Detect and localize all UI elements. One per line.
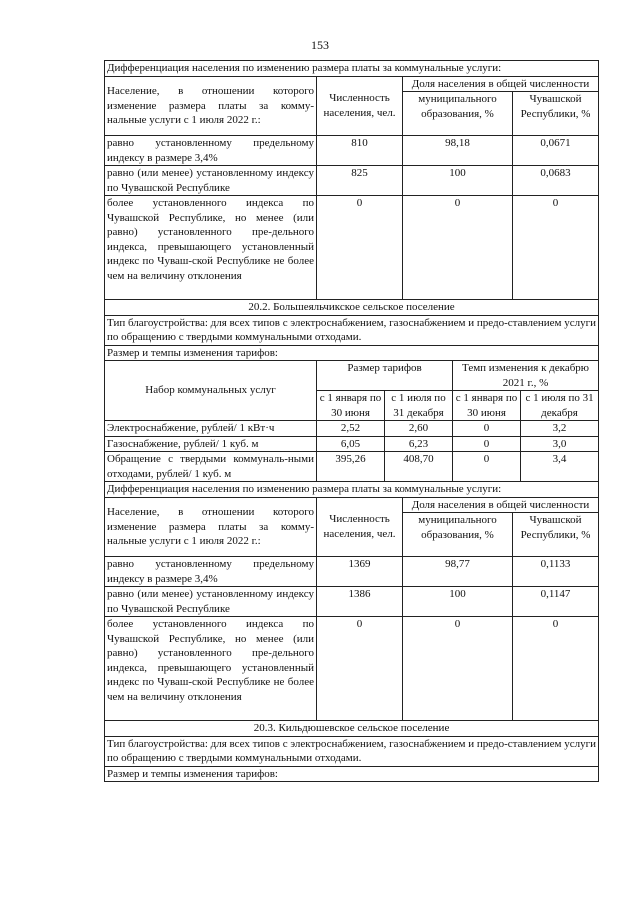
- improvement-type: Тип благоустройства: для всех типов с электроснабжением, газоснабжением и предо-ставлением услуги по обращению с твердыми коммунальными отходами.: [105, 736, 599, 766]
- tariff-value: 6,05: [317, 436, 385, 452]
- row-count: 1386: [317, 587, 403, 617]
- tariff-title: Размер и темпы изменения тарифов:: [105, 766, 599, 782]
- differentiation-title: Дифференциация населения по изменению размера платы за коммунальные услуги:: [105, 61, 599, 77]
- header-period-2: с 1 июля по 31 декабря: [385, 391, 453, 421]
- row-republic: 0,0671: [513, 136, 599, 166]
- header-share: Доля населения в общей численности: [403, 497, 599, 513]
- header-population: Население, в отношении которого изменение размера платы за комму-нальные услуги с 1 июля 2022 г.:: [105, 497, 317, 557]
- row-republic: 0: [513, 617, 599, 721]
- header-service-set: Набор коммунальных услуг: [105, 361, 317, 421]
- row-count: 0: [317, 617, 403, 721]
- tariff-value: 0: [453, 452, 521, 482]
- table-row: [105, 421, 599, 437]
- row-municipal: 100: [403, 587, 513, 617]
- row-label: более установленного индекса по Чувашской Республике, но менее (или равно) установленного пре-дельного индекса, превышающего установленный индекс по Чуваш-ской Республике не более чем на величину отклонения: [105, 196, 317, 300]
- row-republic: 0,0683: [513, 166, 599, 196]
- row-municipal: 100: [403, 166, 513, 196]
- differentiation-table-2: [104, 481, 599, 782]
- row-municipal: 0: [403, 196, 513, 300]
- tariff-value: 395,26: [317, 452, 385, 482]
- document-content: [104, 60, 598, 782]
- table-row: [105, 196, 599, 300]
- table-row: [105, 166, 599, 196]
- table-row: [105, 452, 599, 482]
- header-tariff-size: Размер тарифов: [317, 361, 453, 391]
- table-row: [105, 557, 599, 587]
- tariff-value: 408,70: [385, 452, 453, 482]
- tariff-value: 2,52: [317, 421, 385, 437]
- header-republic: Чувашской Республики, %: [513, 513, 599, 557]
- row-municipal: 98,77: [403, 557, 513, 587]
- row-label: равно (или менее) установленному индексу по Чувашской Республике: [105, 166, 317, 196]
- header-population: Население, в отношении которого изменение размера платы за комму-нальные услуги с 1 июля 2022 г.:: [105, 76, 317, 136]
- section-title: 20.2. Большеяльчикское сельское поселение: [105, 300, 599, 316]
- section-title: 20.3. Кильдюшевское сельское поселение: [105, 721, 599, 737]
- table-row: [105, 436, 599, 452]
- header-municipal: муниципального образования, %: [403, 513, 513, 557]
- row-label: равно (или менее) установленному индексу по Чувашской Республике: [105, 587, 317, 617]
- table-row: [105, 587, 599, 617]
- row-municipal: 0: [403, 617, 513, 721]
- tariff-label: Газоснабжение, рублей/ 1 куб. м: [105, 436, 317, 452]
- row-count: 825: [317, 166, 403, 196]
- differentiation-title: Дифференциация населения по изменению размера платы за коммунальные услуги:: [105, 482, 599, 498]
- page-number: 153: [311, 38, 329, 52]
- table-row: [105, 617, 599, 721]
- header-period-1: с 1 января по 30 июня: [317, 391, 385, 421]
- row-count: 1369: [317, 557, 403, 587]
- row-municipal: 98,18: [403, 136, 513, 166]
- table-row: [105, 136, 599, 166]
- tariff-value: 2,60: [385, 421, 453, 437]
- tariff-value: 3,2: [521, 421, 599, 437]
- tariff-label: Электроснабжение, рублей/ 1 кВт·ч: [105, 421, 317, 437]
- header-change-rate: Темп изменения к декабрю 2021 г., %: [453, 361, 599, 391]
- tariff-title: Размер и темпы изменения тарифов:: [105, 345, 599, 361]
- row-label: равно установленному предельному индексу в размере 3,4%: [105, 557, 317, 587]
- row-label: равно установленному предельному индексу в размере 3,4%: [105, 136, 317, 166]
- header-share: Доля населения в общей численности: [403, 76, 599, 92]
- row-republic: 0: [513, 196, 599, 300]
- tariff-value: 3,0: [521, 436, 599, 452]
- header-count: Численность населения, чел.: [317, 76, 403, 136]
- row-republic: 0,1147: [513, 587, 599, 617]
- header-republic: Чувашской Республики, %: [513, 92, 599, 136]
- header-period-3: с 1 января по 30 июня: [453, 391, 521, 421]
- row-republic: 0,1133: [513, 557, 599, 587]
- tariff-value: 3,4: [521, 452, 599, 482]
- row-label: более установленного индекса по Чувашской Республике, но менее (или равно) установленного пре-дельного индекса, превышающего установленный индекс по Чуваш-ской Республике не более чем на величину отклонения: [105, 617, 317, 721]
- header-municipal: муниципального образования, %: [403, 92, 513, 136]
- row-count: 0: [317, 196, 403, 300]
- tariff-value: 0: [453, 436, 521, 452]
- header-period-4: с 1 июля по 31 декабря: [521, 391, 599, 421]
- tariff-value: 6,23: [385, 436, 453, 452]
- improvement-type: Тип благоустройства: для всех типов с электроснабжением, газоснабжением и предо-ставлением услуги по обращению с твердыми коммунальными отходами.: [105, 315, 599, 345]
- tariff-label: Обращение с твердыми коммуналь-ными отходами, рублей/ 1 куб. м: [105, 452, 317, 482]
- differentiation-table-1: [104, 60, 599, 361]
- tariff-value: 0: [453, 421, 521, 437]
- row-count: 810: [317, 136, 403, 166]
- header-count: Численность населения, чел.: [317, 497, 403, 557]
- tariff-table: [104, 360, 599, 482]
